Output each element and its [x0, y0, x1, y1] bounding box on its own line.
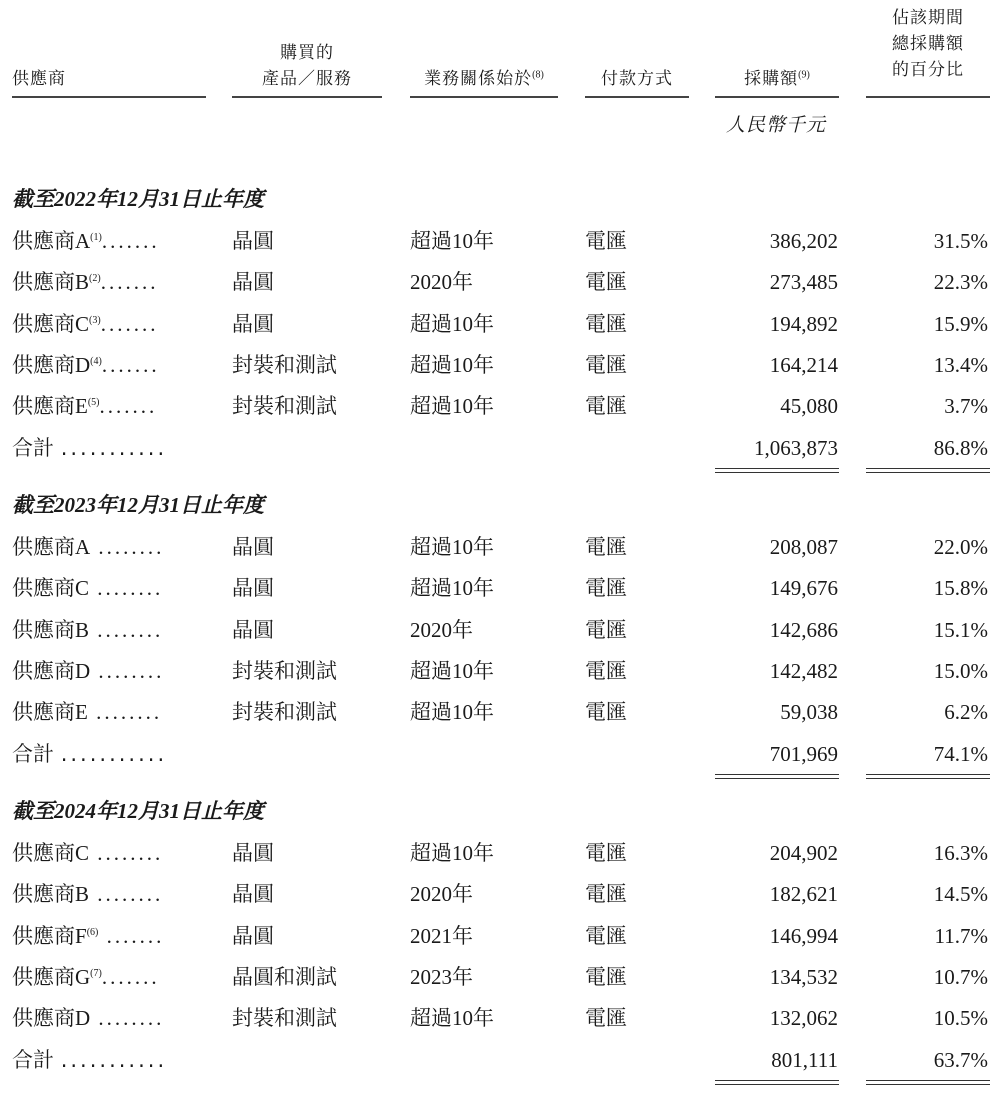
- leader-dots: ...........: [60, 435, 168, 460]
- table-row: [0, 998, 1000, 1038]
- double-rule-amount: [715, 774, 839, 779]
- relationship-cell: 超過10年: [410, 352, 494, 377]
- pct-cell: 11.7%: [934, 923, 988, 948]
- double-rule-amount: [715, 468, 839, 473]
- col-header-supplier: [12, 66, 66, 92]
- pct-cell: 86.8%: [933, 435, 988, 460]
- amount-cell: 142,686: [769, 617, 838, 642]
- table-row: [0, 527, 1000, 567]
- amount-cell: 59,038: [780, 700, 838, 725]
- pct-cell: 22.0%: [933, 535, 988, 559]
- relationship-cell: 超過10年: [410, 658, 494, 683]
- pct-cell: 3.7%: [944, 394, 988, 419]
- col-header-relationship: [410, 66, 558, 92]
- supplier-name: 供應商D: [12, 658, 91, 683]
- supplier-name: 供應商C: [12, 576, 90, 601]
- relationship-cell: 2020年: [410, 617, 473, 642]
- supplier-cell: [12, 527, 164, 567]
- payment-cell: 電匯: [585, 1006, 627, 1031]
- pct-cell: 10.7%: [933, 964, 988, 989]
- amount-cell: 142,482: [769, 658, 838, 683]
- leader-dots: ........: [90, 658, 165, 683]
- amount-cell: 149,676: [769, 576, 838, 601]
- product-cell: 晶圓: [232, 841, 274, 865]
- amount-cell: 134,532: [769, 964, 838, 989]
- supplier-cell: [12, 304, 158, 344]
- supplier-cell: [12, 610, 163, 650]
- supplier-cell: [12, 345, 160, 385]
- pct-cell: 13.4%: [933, 352, 988, 377]
- header-rule-supplier: [12, 96, 206, 98]
- section-title: 截至2023年12月31日止年度: [12, 493, 264, 517]
- header-rule-payment: [585, 96, 689, 98]
- relationship-cell: 2020年: [410, 270, 473, 295]
- relationship-cell: 2023年: [410, 964, 473, 989]
- leader-dots: .......: [100, 270, 159, 295]
- col-header-product-line2: 產品／服務: [262, 69, 352, 89]
- footnote-ref: (4): [90, 355, 102, 367]
- total-label: [12, 1040, 167, 1080]
- product-cell: 封裝和測試: [232, 658, 337, 683]
- amount-cell: 386,202: [769, 229, 838, 253]
- relationship-cell: 超過10年: [410, 841, 494, 865]
- supplier-cell: [12, 386, 157, 426]
- amount-cell: 801,111: [771, 1047, 838, 1072]
- pct-cell: 6.2%: [944, 700, 988, 725]
- leader-dots: .......: [101, 352, 160, 377]
- table-row: [0, 692, 1000, 732]
- pct-cell: 74.1%: [933, 741, 988, 766]
- payment-cell: 電匯: [585, 700, 627, 725]
- table-row: [0, 916, 1000, 956]
- footnote-ref: (7): [90, 967, 102, 979]
- supplier-name: 供應商C: [12, 841, 90, 865]
- supplier-cell: [12, 874, 163, 914]
- relationship-cell: 超過10年: [410, 700, 494, 725]
- leader-dots: ........: [89, 617, 164, 642]
- product-cell: 晶圓: [232, 882, 274, 907]
- supplier-cell: [12, 651, 164, 691]
- supplier-name: 供應商D: [12, 1006, 91, 1031]
- amount-cell: 182,621: [769, 882, 838, 907]
- supplier-cell: [12, 916, 164, 956]
- relationship-cell: 超過10年: [410, 535, 494, 559]
- col-header-amount-label: 採購額: [744, 69, 799, 89]
- product-cell: 晶圓: [232, 270, 274, 295]
- amount-cell: 208,087: [769, 535, 838, 559]
- leader-dots: ........: [90, 535, 165, 559]
- col-header-product-line1: 購買的: [280, 43, 334, 63]
- supplier-cell: [12, 692, 162, 732]
- table-row: [0, 610, 1000, 650]
- payment-cell: 電匯: [585, 352, 627, 377]
- leader-dots: .......: [100, 311, 159, 336]
- col-header-pct-line1: 佔該期間: [892, 8, 964, 28]
- supplier-name: 供應商G: [12, 964, 91, 989]
- product-cell: 封裝和測試: [232, 352, 337, 377]
- product-cell: 晶圓: [232, 576, 274, 601]
- col-header-pct: [866, 5, 990, 83]
- header-rule-relationship: [410, 96, 558, 98]
- total-row: [0, 1040, 1000, 1080]
- total-row: [0, 734, 1000, 774]
- payment-cell: 電匯: [585, 576, 627, 601]
- supplier-name: 供應商A: [12, 229, 91, 253]
- section-title: 截至2024年12月31日止年度: [12, 799, 264, 823]
- total-label-text: 合計: [12, 1047, 54, 1072]
- leader-dots: ........: [87, 700, 163, 725]
- leader-dots: ........: [90, 1006, 165, 1031]
- col-header-pct-line2: 總採購額: [892, 34, 964, 54]
- table-row: [0, 386, 1000, 426]
- amount-cell: 701,969: [769, 741, 838, 766]
- total-row: [0, 428, 1000, 468]
- leader-dots: ...........: [60, 741, 168, 766]
- total-label: [12, 428, 167, 468]
- table-row: [0, 221, 1000, 261]
- amount-cell: 194,892: [769, 311, 838, 336]
- pct-cell: 16.3%: [933, 841, 988, 865]
- pct-cell: 10.5%: [933, 1006, 988, 1031]
- supplier-cell: [12, 998, 164, 1038]
- footnote-ref: (3): [89, 314, 101, 326]
- supplier-name: 供應商D: [12, 352, 91, 377]
- product-cell: 晶圓: [232, 311, 274, 336]
- relationship-cell: 超過10年: [410, 311, 494, 336]
- double-rule-pct: [866, 1080, 990, 1085]
- table-row: [0, 874, 1000, 914]
- supplier-cell: [12, 568, 163, 608]
- supplier-name: 供應商E: [12, 700, 88, 725]
- product-cell: 晶圓: [232, 923, 274, 948]
- payment-cell: 電匯: [585, 923, 627, 948]
- header-rule-pct: [866, 96, 990, 98]
- table-row: [0, 262, 1000, 302]
- product-cell: 晶圓: [232, 617, 274, 642]
- table-row: [0, 651, 1000, 691]
- total-label-text: 合計: [12, 741, 54, 766]
- relationship-cell: 2020年: [410, 882, 473, 907]
- payment-cell: 電匯: [585, 617, 627, 642]
- product-cell: 晶圓和測試: [232, 964, 337, 989]
- table-row: [0, 345, 1000, 385]
- relationship-cell: 超過10年: [410, 1006, 494, 1031]
- table-row: [0, 304, 1000, 344]
- relationship-cell: 2021年: [410, 923, 473, 948]
- product-cell: 晶圓: [232, 229, 274, 253]
- pct-cell: 22.3%: [933, 270, 988, 295]
- relationship-cell: 超過10年: [410, 576, 494, 601]
- payment-cell: 電匯: [585, 270, 627, 295]
- amount-cell: 132,062: [769, 1006, 838, 1031]
- supplier-name: 供應商B: [12, 617, 90, 642]
- footnote-ref: (5): [87, 397, 100, 409]
- pct-cell: 31.5%: [933, 229, 988, 253]
- supplier-cell: [12, 957, 160, 997]
- col-header-amount: [715, 66, 839, 92]
- col-header-payment-label: 付款方式: [601, 69, 673, 89]
- payment-cell: 電匯: [585, 311, 627, 336]
- supplier-cell: [12, 221, 160, 261]
- payment-cell: 電匯: [585, 841, 627, 865]
- col-header-relationship-label: 業務關係始於: [424, 69, 533, 89]
- amount-cell: 1,063,873: [754, 435, 838, 460]
- section-title: 截至2022年12月31日止年度: [12, 187, 264, 211]
- amount-cell: 146,994: [769, 923, 838, 948]
- leader-dots: .......: [101, 964, 160, 989]
- leader-dots: ........: [89, 576, 164, 601]
- pct-cell: 15.9%: [933, 311, 988, 336]
- footnote-ref: (8): [532, 69, 544, 81]
- pct-cell: 15.1%: [933, 617, 988, 642]
- double-rule-pct: [866, 468, 990, 473]
- payment-cell: 電匯: [585, 882, 627, 907]
- footnote-ref: (2): [89, 273, 101, 285]
- leader-dots: .......: [99, 394, 158, 419]
- col-header-pct-line3: 的百分比: [892, 60, 964, 80]
- amount-cell: 45,080: [780, 394, 838, 419]
- header-rule-product: [232, 96, 382, 98]
- supplier-name: 供應商B: [12, 270, 90, 295]
- supplier-cell: [12, 833, 163, 873]
- payment-cell: 電匯: [585, 229, 627, 253]
- payment-cell: 電匯: [585, 964, 627, 989]
- leader-dots: ...........: [60, 1047, 168, 1072]
- table-row: [0, 957, 1000, 997]
- product-cell: 封裝和測試: [232, 700, 337, 725]
- col-header-supplier-label: 供應商: [12, 69, 66, 89]
- pct-cell: 14.5%: [933, 882, 988, 907]
- leader-dots: .......: [98, 923, 165, 948]
- double-rule-pct: [866, 774, 990, 779]
- total-label: [12, 734, 167, 774]
- payment-cell: 電匯: [585, 658, 627, 683]
- leader-dots: ........: [89, 882, 164, 907]
- product-cell: 封裝和測試: [232, 1006, 337, 1031]
- supplier-cell: [12, 262, 158, 302]
- relationship-cell: 超過10年: [410, 394, 494, 419]
- amount-cell: 164,214: [769, 352, 838, 377]
- col-header-payment: [585, 66, 689, 92]
- supplier-name: 供應商A: [12, 535, 91, 559]
- pct-cell: 15.0%: [933, 658, 988, 683]
- supplier-name: 供應商B: [12, 882, 90, 907]
- amount-cell: 273,485: [769, 270, 838, 295]
- table-row: [0, 833, 1000, 873]
- payment-cell: 電匯: [585, 535, 627, 559]
- total-label-text: 合計: [12, 435, 54, 460]
- supplier-name: 供應商F: [12, 923, 87, 948]
- double-rule-amount: [715, 1080, 839, 1085]
- unit-label: 人民幣千元: [725, 115, 826, 136]
- leader-dots: ........: [89, 841, 164, 865]
- table-row: [0, 568, 1000, 608]
- supplier-name: 供應商E: [12, 394, 88, 419]
- product-cell: 封裝和測試: [232, 394, 337, 419]
- footnote-ref: (1): [90, 232, 102, 243]
- leader-dots: .......: [101, 229, 160, 253]
- amount-cell: 204,902: [769, 841, 838, 865]
- pct-cell: 63.7%: [933, 1047, 988, 1072]
- footnote-ref: (9): [798, 69, 810, 81]
- product-cell: 晶圓: [232, 535, 274, 559]
- footnote-ref: (6): [86, 926, 99, 938]
- pct-cell: 15.8%: [933, 576, 988, 601]
- relationship-cell: 超過10年: [410, 229, 494, 253]
- col-header-product: [232, 40, 382, 92]
- payment-cell: 電匯: [585, 394, 627, 419]
- header-rule-amount: [715, 96, 839, 98]
- supplier-name: 供應商C: [12, 311, 90, 336]
